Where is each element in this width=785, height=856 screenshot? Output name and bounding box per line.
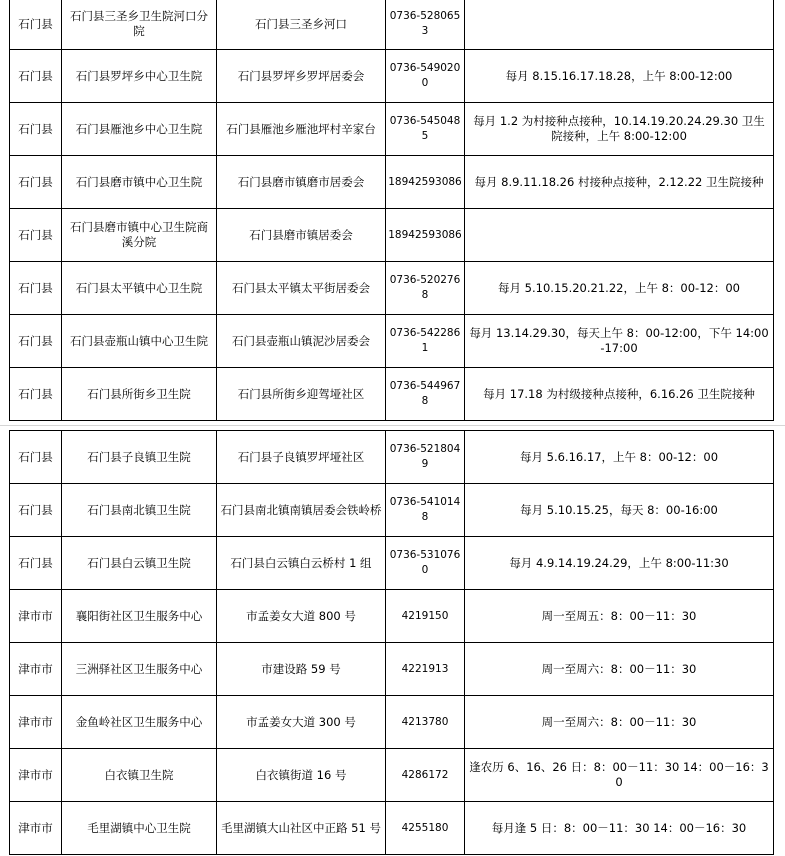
unit-cell: 石门县雁池乡中心卫生院 [62,103,217,156]
table-row [10,262,774,315]
unit-cell: 石门县所街乡卫生院 [62,368,217,421]
phone-cell: 4286172 [386,749,465,802]
table-row [10,0,774,50]
schedule-cell: 周一至周六：8：00－11：30 [465,643,774,696]
address-cell: 石门县白云镇白云桥村 1 组 [217,537,386,590]
schedule-cell: 每月 5.10.15.20.21.22，上午 8：00-12：00 [465,262,774,315]
county-cell: 津市市 [10,802,62,855]
schedule-cell [465,0,774,50]
unit-cell: 金鱼岭社区卫生服务中心 [62,696,217,749]
schedule-cell: 逢农历 6、16、26 日：8：00－11：30 14：00－16：30 [465,749,774,802]
phone-cell: 4255180 [386,802,465,855]
county-cell: 石门县 [10,537,62,590]
phone-cell: 0736-5218049 [386,431,465,484]
county-cell: 石门县 [10,262,62,315]
unit-cell: 石门县壶瓶山镇中心卫生院 [62,315,217,368]
schedule-cell: 每月 5.10.15.25，每天 8：00-16:00 [465,484,774,537]
address-cell: 石门县南北镇南镇居委会铁岭桥 [217,484,386,537]
table-row [10,643,774,696]
phone-cell: 4219150 [386,590,465,643]
county-cell: 津市市 [10,643,62,696]
table-row [10,50,774,103]
address-cell: 石门县子良镇罗坪垭社区 [217,431,386,484]
schedule-cell: 每月 8.9.11.18.26 村接种点接种，2.12.22 卫生院接种 [465,156,774,209]
unit-cell: 石门县太平镇中心卫生院 [62,262,217,315]
unit-cell: 石门县罗坪乡中心卫生院 [62,50,217,103]
county-cell: 石门县 [10,315,62,368]
unit-cell: 毛里湖镇中心卫生院 [62,802,217,855]
table-row [10,103,774,156]
address-cell: 石门县太平镇太平街居委会 [217,262,386,315]
vaccination-table-part1 [9,0,774,421]
phone-cell: 4221913 [386,643,465,696]
page-break-divider [0,425,785,426]
schedule-cell: 周一至周五：8：00－11：30 [465,590,774,643]
address-cell: 市建设路 59 号 [217,643,386,696]
unit-cell: 白衣镇卫生院 [62,749,217,802]
county-cell: 津市市 [10,590,62,643]
county-cell: 石门县 [10,103,62,156]
schedule-cell: 每月 8.15.16.17.18.28，上午 8:00-12:00 [465,50,774,103]
address-cell: 市孟姜女大道 300 号 [217,696,386,749]
address-cell: 石门县所街乡迎驾垭社区 [217,368,386,421]
county-cell: 石门县 [10,0,62,50]
county-cell: 石门县 [10,209,62,262]
vaccination-table-part2 [9,430,774,855]
phone-cell: 18942593086 [386,156,465,209]
unit-cell: 三洲驿社区卫生服务中心 [62,643,217,696]
table-row [10,209,774,262]
schedule-cell: 每月 13.14.29.30，每天上午 8：00-12:00，下午 14:00-17:00 [465,315,774,368]
schedule-cell: 每月逢 5 日：8：00－11：30 14：00－16：30 [465,802,774,855]
address-cell: 石门县罗坪乡罗坪居委会 [217,50,386,103]
phone-cell: 0736-5449678 [386,368,465,421]
unit-cell: 襄阳街社区卫生服务中心 [62,590,217,643]
schedule-cell: 每月 4.9.14.19.24.29，上午 8:00-11:30 [465,537,774,590]
table-row [10,484,774,537]
unit-cell: 石门县三圣乡卫生院河口分院 [62,0,217,50]
unit-cell: 石门县磨市镇中心卫生院 [62,156,217,209]
address-cell: 石门县雁池乡雁池坪村辛家台 [217,103,386,156]
county-cell: 津市市 [10,749,62,802]
county-cell: 石门县 [10,368,62,421]
address-cell: 石门县磨市镇磨市居委会 [217,156,386,209]
schedule-cell [465,209,774,262]
phone-cell: 0736-5410148 [386,484,465,537]
address-cell: 石门县三圣乡河口 [217,0,386,50]
phone-cell: 0736-5422861 [386,315,465,368]
table-row [10,802,774,855]
phone-cell: 0736-5490200 [386,50,465,103]
schedule-cell: 每月 1.2 为村接种点接种，10.14.19.20.24.29.30 卫生院接种，上午 8:00-12:00 [465,103,774,156]
phone-cell: 0736-5310760 [386,537,465,590]
address-cell: 石门县壶瓶山镇泥沙居委会 [217,315,386,368]
phone-cell: 18942593086 [386,209,465,262]
table-row [10,368,774,421]
address-cell: 毛里湖镇大山社区中正路 51 号 [217,802,386,855]
schedule-cell: 每月 5.6.16.17，上午 8：00-12：00 [465,431,774,484]
table-row [10,315,774,368]
phone-cell: 0736-5202768 [386,262,465,315]
phone-cell: 0736-5450485 [386,103,465,156]
table-row [10,537,774,590]
county-cell: 石门县 [10,156,62,209]
schedule-cell: 周一至周六：8：00－11：30 [465,696,774,749]
schedule-cell: 每月 17.18 为村级接种点接种，6.16.26 卫生院接种 [465,368,774,421]
unit-cell: 石门县白云镇卫生院 [62,537,217,590]
table-row [10,156,774,209]
unit-cell: 石门县南北镇卫生院 [62,484,217,537]
table-row [10,431,774,484]
address-cell: 白衣镇街道 16 号 [217,749,386,802]
address-cell: 市孟姜女大道 800 号 [217,590,386,643]
county-cell: 石门县 [10,50,62,103]
county-cell: 石门县 [10,431,62,484]
phone-cell: 0736-5280653 [386,0,465,50]
table-row [10,696,774,749]
unit-cell: 石门县子良镇卫生院 [62,431,217,484]
unit-cell: 石门县磨市镇中心卫生院商溪分院 [62,209,217,262]
phone-cell: 4213780 [386,696,465,749]
table-row [10,590,774,643]
address-cell: 石门县磨市镇居委会 [217,209,386,262]
county-cell: 津市市 [10,696,62,749]
table-row [10,749,774,802]
county-cell: 石门县 [10,484,62,537]
